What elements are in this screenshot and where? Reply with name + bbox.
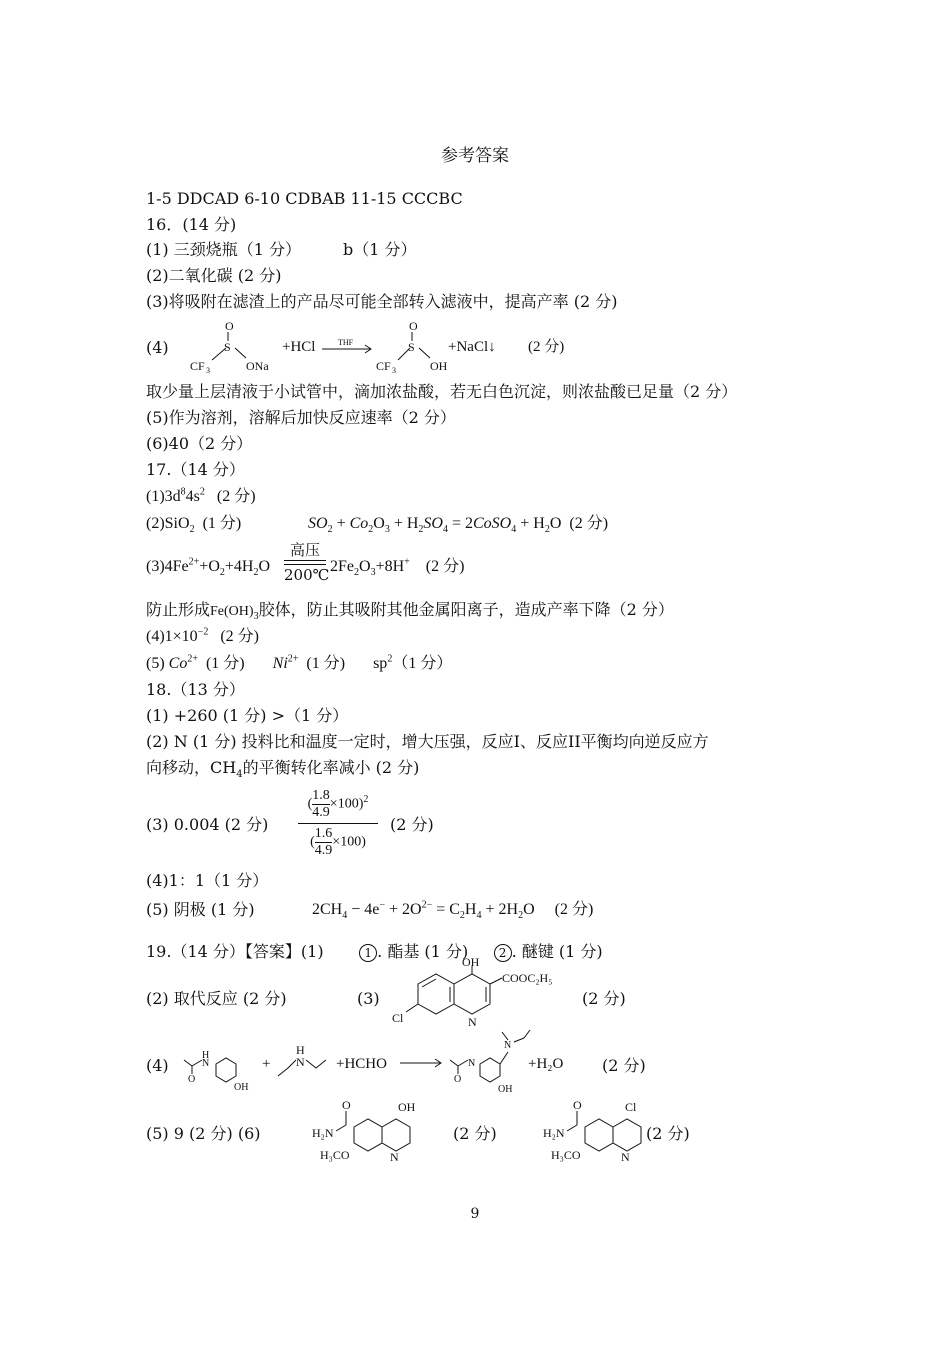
n-label-q19-3: N	[468, 1015, 477, 1029]
h2n-label-a: H₂N	[312, 1126, 334, 1140]
q16-part3: (3)将吸附在滤渣上的产品尽可能全部转入滤液中，提高产率 (2 分)	[146, 292, 618, 311]
hcho-label: +HCHO	[336, 1056, 387, 1072]
svg-text:3: 3	[206, 366, 210, 375]
s-label-1: S	[224, 340, 231, 354]
n-label-a: N	[202, 1058, 210, 1069]
q17-part2-equation: $SO_2 + Co_2O_3 + H_2SO_4$ = 2CoSO$_4$ + $H_2O$ (2 分)	[308, 515, 609, 536]
o-label-f: O	[573, 1098, 582, 1112]
q18-part5-equation: $2CH_4 - 4e^- + 2O^{2-} = C_2H_4 + 2H_2O$ (2 分)	[312, 899, 594, 922]
cf3-label-2: CF	[376, 359, 391, 373]
h-label-b: H	[296, 1043, 305, 1057]
ona-label: ONa	[246, 359, 269, 373]
q17-part1: $(1)3d^84s^2$ (2 分)	[146, 486, 256, 505]
q18-part3-score: (2 分)	[390, 815, 434, 834]
q17-part2: (2)SiO$_2$ (1 分)	[146, 515, 242, 536]
q16-reaction-equation	[186, 318, 686, 378]
q17-part3-text: 防止形成$Fe(OH)_3$胶体，防止其吸附其他金属阳离子，造成产率下降（2 分）	[146, 600, 674, 622]
q16-part6: (6)40（2 分）	[146, 434, 253, 453]
s-label-2: S	[408, 340, 415, 354]
q18-part3: (3) 0.004 (2 分)	[146, 815, 269, 834]
q18-part4: (4)1：1（1 分）	[146, 871, 269, 890]
o-label-1: O	[225, 319, 234, 333]
q19-part6-score-a: (2 分)	[453, 1124, 497, 1143]
o-label-2: O	[409, 319, 418, 333]
oh-label-q19-3: OH	[462, 955, 480, 969]
q17-part3-products: $2Fe_2O_3+8H^+$ (2 分)	[330, 556, 465, 579]
q19-part4-reaction	[178, 1030, 598, 1100]
oh-label-c: OH	[498, 1084, 513, 1095]
q18-part5: (5) 阴极 (1 分)	[146, 900, 255, 919]
h3co-label-b: H₃CO	[551, 1148, 581, 1162]
oh-label-a: OH	[234, 1082, 249, 1093]
n-label-d: N	[504, 1040, 512, 1051]
q18-part2-line2: 向移动，$CH_4$的平衡转化率减小 (2 分)	[146, 758, 420, 781]
thf-label: THF	[338, 338, 354, 347]
circled-1: 1	[359, 944, 377, 962]
n-label-c: N	[468, 1058, 476, 1069]
q19-heading: 19.（14 分）【答案】(1) 1 . 酯基 (1 分) 2 . 醚键 (1 分)	[146, 942, 603, 961]
nacl-label: +NaCl↓	[448, 339, 496, 355]
q16-heading: 16．(14 分)	[146, 215, 237, 234]
multiple-choice-answers: 1-5 DDCAD 6-10 CDBAB 11-15 CCCBC	[146, 189, 463, 208]
q16-part1: (1) 三颈烧瓶（1 分）	[146, 240, 302, 259]
q18-heading: 18.（13 分）	[146, 680, 245, 699]
page-title: 参考答案	[441, 146, 509, 166]
water-label: +H₂O	[528, 1056, 564, 1072]
oh-label: OH	[430, 359, 448, 373]
q18-fraction-expression: ( $\frac{1.8}{4.9}$ ×100)$^2$ ( $\frac{1.6}{4.9}$ ×100)	[298, 788, 378, 859]
q19-part4-number: (4)	[146, 1056, 169, 1075]
cl-label-q19-3: Cl	[392, 1011, 404, 1025]
q19-part4-score: (2 分)	[602, 1056, 646, 1075]
q16-part2: (2)二氧化碳 (2 分)	[146, 266, 282, 285]
q17-part4: $(4)1\times 10^{-2}$ (2 分)	[146, 626, 259, 645]
q17-heading: 17.（14 分）	[146, 460, 245, 479]
o-label-c: O	[454, 1074, 462, 1085]
o-label-e: O	[342, 1098, 351, 1112]
page-number: 9	[470, 1206, 480, 1222]
n-label-f: N	[621, 1150, 630, 1164]
q19-part3-number: (3)	[357, 989, 380, 1008]
q18-part1: (1) +260 (1 分) >（1 分）	[146, 706, 349, 725]
q19-part3-structure	[388, 955, 568, 1032]
h-label-a: H	[202, 1050, 210, 1061]
svg-text:3: 3	[392, 366, 396, 375]
q17-part3-equation: $(3)4Fe^{2+}+O_2+4H_2O$	[146, 556, 271, 579]
q19-part3-score: (2 分)	[582, 989, 626, 1008]
q17-part5: (5) $Co^{2+}$ (1 分) $Ni^{2+}$ (1 分) $sp^2(1$ 分）	[146, 653, 453, 672]
plus-sign: +	[262, 1056, 271, 1072]
cf3-label-1: CF	[190, 359, 205, 373]
reaction-condition: 高压 200℃	[284, 541, 330, 584]
q19-part6-score-b: (2 分)	[646, 1124, 690, 1143]
n-label-b: N	[296, 1055, 305, 1069]
q16-part1-b: b（1 分）	[343, 240, 417, 259]
ester-label: COOC₂H₅	[502, 971, 553, 985]
q19-part6-structure-a	[312, 1097, 442, 1167]
q19-part5-6: (5) 9 (2 分) (6)	[146, 1124, 261, 1143]
oh-label-e: OH	[398, 1100, 416, 1114]
q16-part4-number: (4)	[146, 338, 169, 357]
h2n-label-b: H₂N	[543, 1126, 565, 1140]
q18-part2-line1: (2) N (1 分) 投料比和温度一定时，增大压强，反应I、反应II平衡均向逆反应方	[146, 732, 709, 751]
n-label-e: N	[390, 1150, 399, 1164]
o-label-a: O	[188, 1074, 196, 1085]
q19-part2: (2) 取代反应 (2 分)	[146, 989, 287, 1008]
q16-part4-score: (2 分)	[528, 339, 565, 355]
cl-label-f: Cl	[625, 1100, 637, 1114]
q16-part5: (5)作为溶剂，溶解后加快反应速率（2 分）	[146, 408, 456, 427]
h3co-label-a: H₃CO	[320, 1148, 350, 1162]
q16-part4-text: 取少量上层清液于小试管中，滴加浓盐酸，若无白色沉淀，则浓盐酸已足量（2 分）	[146, 382, 738, 401]
hcl-label: +HCl	[282, 339, 316, 355]
circled-2: 2	[494, 944, 512, 962]
